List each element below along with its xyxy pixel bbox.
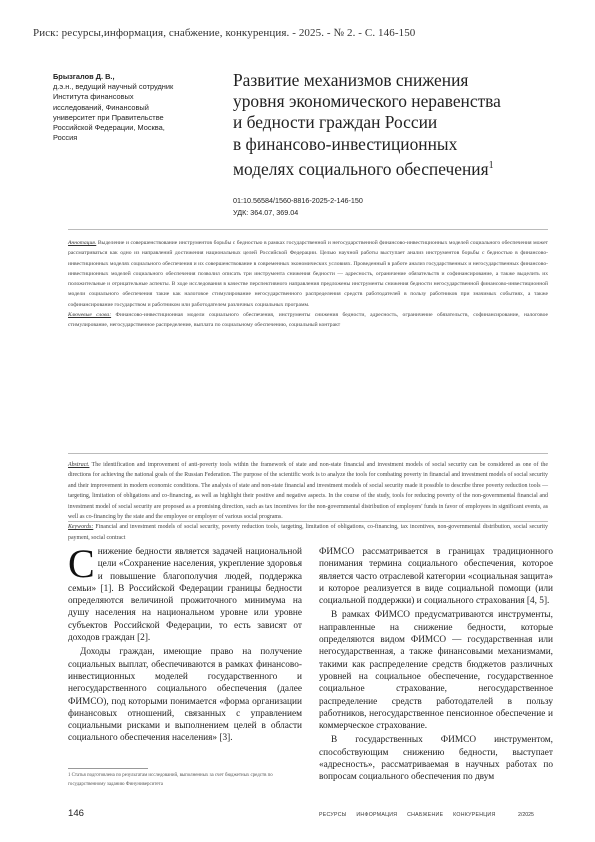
abstract-ru <box>68 238 548 331</box>
author-affiliation-5: Российской Федерации, Москва, <box>53 123 165 133</box>
title-line-4: в финансово-инвестиционных <box>233 133 458 154</box>
body-column-right <box>319 546 553 786</box>
title-line-3: и бедности граждан России <box>233 112 438 133</box>
footnote-divider <box>68 768 148 769</box>
footer-word: СНАБЖЕНИЕ <box>407 812 444 818</box>
page-number: 146 <box>68 808 85 819</box>
abstract-en-label: Abstract. <box>68 462 90 468</box>
keywords-en-label: Keywords: <box>68 524 94 531</box>
abstract-ru-label: Аннотация. <box>68 240 97 246</box>
paragraph: В государственных ФИМСО инструментом, способствующим снижению бедности, выступает «адресность», рассматриваемая в научных работах по вопросам социального обеспечения по двум <box>319 735 553 783</box>
author-name: Брызгалов Д. В., <box>53 72 115 81</box>
footnote: 1 Статья подготовлена по результатам исследований, выполненных за счет бюджетных средств по государственному заданию Финуниверситета <box>68 773 273 787</box>
article-title <box>233 70 573 180</box>
paragraph: Доходы граждан, имеющие право на получение социальных выплат, обеспечиваются в рамках финансово-инвестиционных моделей государственного и негосударственного социального обеспечения (далее ФИМСО), под которыми понимается «форма организации финансовых отношений, связанных с управлением социальными рисками и выполнением целей в области социального обеспечения населения» [3]. <box>68 647 302 744</box>
journal-header: Риск: ресурсы,информация, снабжение, конкуренция. - 2025. - № 2. - С. 146-150 <box>33 27 416 39</box>
body-column-left <box>68 541 302 747</box>
drop-cap: С <box>68 541 95 586</box>
author-affiliation-4: университет при Правительстве <box>53 112 164 122</box>
running-footer <box>319 812 504 818</box>
udc: УДК: 364.07, 369.04 <box>233 208 299 217</box>
author-affiliation-2: Института финансовых <box>53 92 134 102</box>
divider <box>68 453 548 454</box>
keywords-ru-text: Финансово-инвестиционная модели социального обеспечения, инструменты снижения бедности, адресность, ограничение обязательств, софинансирование, налоговое стимулирование, негосударственное распределение, выплата по социальному обеспечению, социальный контракт <box>68 312 548 329</box>
author-affiliation-1: д.э.н., ведущий научный сотрудник <box>53 82 174 92</box>
abstract-en <box>68 460 548 543</box>
paragraph <box>68 541 302 644</box>
title-line-1: Развитие механизмов снижения <box>233 70 469 90</box>
title-footnote-mark: 1 <box>488 159 494 171</box>
abstract-en-text: The identification and improvement of anti-poverty tools within the framework of state and non-state financial and investment models of social security can be considered as one of the directions for achieving the national goals of the Russian Federation. The purpose of the scientific work is to analyze the tools for combating poverty in financial and investment models of social security and their improvement in modern economic conditions. The analysis of state and non-state financial and investment models of social security made it possible to describe three poverty reduction tools — targeting, limitation of obligations and co-financing, as well as highlight their positive and negative aspects. In the course of the study, tools for reducing poverty of the non-governmental financial and investment model of social security are proposed as a promising direction, such as tax incentives for the non-governmental distribution of employers' funds in favor of employees in significant events, as well as co-financing by the state and the employee or employer of various social programs. <box>68 462 548 521</box>
author-affiliation-3: исследований, Финансовый <box>53 102 149 112</box>
paragraph: ФИМСО рассматривается в границах традиционного понимания термина социального обеспечения, которое является часто отраслевой категории «социальная защита» и которое реализуется в виде социальной помощи (или социальной поддержки) и социального страхования [4, 5]. <box>319 547 553 607</box>
author-affiliation-6: Россия <box>53 133 78 143</box>
title-line-2: уровня экономического неравенства <box>233 91 501 112</box>
issue-label: 2/2025 <box>518 812 534 818</box>
author-block <box>53 72 213 143</box>
footer-word: РЕСУРСЫ <box>319 812 347 818</box>
title-line-5: моделях социального обеспечения <box>233 158 489 179</box>
keywords-en-text: Financial and investment models of social security, poverty reduction tools, targeting, limitation of obligations, co-financing, tax incentives, non-governmental distribution, social security payment, social contract <box>68 524 548 541</box>
footer-word: ИНФОРМАЦИЯ <box>356 812 398 818</box>
abstract-ru-text: Выделение и совершенствование инструментов борьбы с бедностью в рамках государственной и негосударственной финансово-инвестиционных моделей социального обеспечения может рассматриваться как одно из направлений достижения национальных целей Российской Федерации. Целью научной работы выступает анализ инструментов борьбы с бедностью в финансово-инвестиционных моделях социального обеспечения и их совершенствование в современных экономических условиях. Проведенный в работе анализ государственных и негосударственных финансово-инвестиционных моделей социального обеспечения позволил описать три инструмента снижения бедности — адресность, ограничение обязательств и софинансирование, а также выделить их положительные и отрицательные аспекты. В ходе исследования в качестве перспективного направления предложены инструменты снижения бедности негосударственной финансово-инвестиционной модели социального обеспечения такие как налоговое стимулирование негосударственного распределения средств работодателей в пользу работников при значимых событиях, а также софинансирование государством и работником или работодателем различных социальных программ. <box>68 240 548 308</box>
divider <box>68 229 548 230</box>
paragraph-text: нижение бедности является задачей национальной цели «Сохранение населения, укрепление здоровья и повышение благополучия людей, поддержка семьи» [1]. В Российской Федерации границы бедности определяются величиной прожиточного минимума на душу населения на национальном уровне или уровне субъектов Российской Федерации, то есть зависят от доходов граждан [2]. <box>68 547 302 644</box>
footer-word: КОНКУРЕНЦИЯ <box>453 812 496 818</box>
paragraph: В рамках ФИМСО предусматриваются инструменты, направленные на снижение бедности, которые определяются видом ФИМСО — государственная или негосударственная, а также финансовыми механизмами, такими как распределение средств бюджетов различных уровней на социальное обеспечение, государственное социальное страхование, негосударственное распределение средств работодателей в пользу работников, негосударственное пенсионное обеспечение и коммерческое страхование. <box>319 610 553 732</box>
keywords-ru-label: Ключевые слова: <box>68 312 112 319</box>
divider <box>68 521 548 522</box>
doi: 01:10.56584/1560-8816-2025-2-146-150 <box>233 196 363 205</box>
